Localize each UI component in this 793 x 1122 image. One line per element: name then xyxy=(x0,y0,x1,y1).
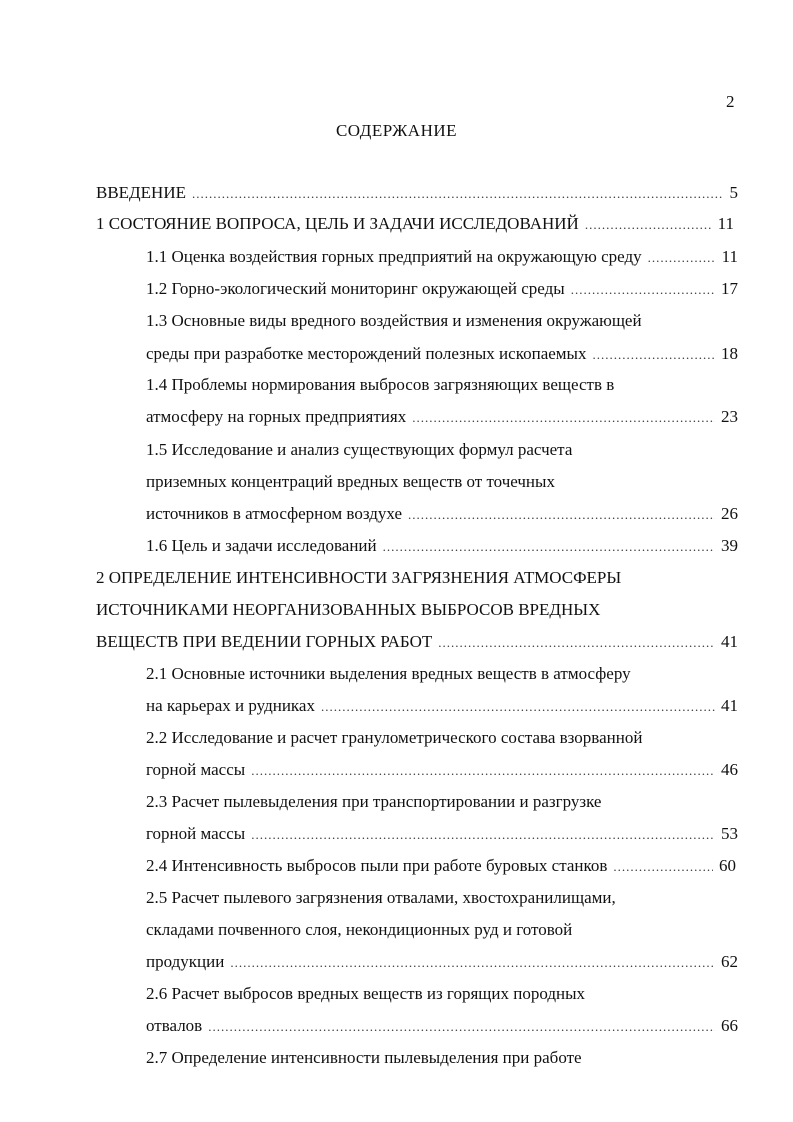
page-title: СОДЕРЖАНИЕ xyxy=(335,121,458,140)
toc-entry-text: отвалов xyxy=(146,1016,203,1035)
toc-entry xyxy=(96,600,600,624)
toc-entry-page: 18 xyxy=(721,344,738,363)
toc-entry xyxy=(146,536,738,560)
toc-entry-text: среды при разработке месторождений полезных ископаемых xyxy=(146,344,587,363)
dot-leader xyxy=(648,250,716,266)
toc-entry xyxy=(146,664,631,688)
toc-entry xyxy=(146,792,601,816)
toc-entry xyxy=(146,728,642,752)
toc-entry xyxy=(146,407,738,431)
toc-entry-text: на карьерах и рудниках xyxy=(146,696,315,715)
toc-entry-text: 2.2 Исследование и расчет гранулометрического состава взорванной xyxy=(146,728,643,747)
toc-entry xyxy=(146,984,585,1008)
toc-entry xyxy=(146,856,736,880)
toc-entry xyxy=(146,504,738,528)
toc-entry-text: ИСТОЧНИКАМИ НЕОРГАНИЗОВАННЫХ ВЫБРОСОВ ВРЕДНЫХ xyxy=(96,600,601,619)
toc-entry-page: 41 xyxy=(721,696,738,715)
toc-entry-text: 1.5 Исследование и анализ существующих формул расчета xyxy=(146,440,573,459)
toc-entry-text: продукции xyxy=(146,952,225,971)
toc-entry xyxy=(96,183,738,207)
toc-entry-page: 17 xyxy=(721,279,738,298)
toc-entry-page: 53 xyxy=(721,824,738,843)
toc-entry-text: источников в атмосферном воздухе xyxy=(146,504,403,523)
toc-entry xyxy=(146,279,738,303)
toc-entry-page: 26 xyxy=(721,504,738,523)
toc-entry-text: 1.3 Основные виды вредного воздействия и изменения окружающей xyxy=(146,311,642,330)
toc-entry xyxy=(146,1016,738,1040)
toc-entry xyxy=(96,214,734,238)
toc-entry xyxy=(146,311,642,335)
toc-entry-page: 62 xyxy=(721,952,738,971)
toc-entry-text: 1 СОСТОЯНИЕ ВОПРОСА, ЦЕЛЬ И ЗАДАЧИ ИССЛЕДОВАНИЙ xyxy=(96,214,579,233)
toc-entry xyxy=(146,1048,582,1072)
toc-entry-text: 2.5 Расчет пылевого загрязнения отвалами, хвостохранилищами, xyxy=(146,888,616,907)
toc-entry xyxy=(146,247,738,271)
toc-entry-page: 11 xyxy=(721,247,738,266)
dot-leader xyxy=(592,347,715,363)
toc-entry-text: горной массы xyxy=(146,824,246,843)
toc-entry-page: 11 xyxy=(717,214,734,233)
toc-entry-text: 2 ОПРЕДЕЛЕНИЕ ИНТЕНСИВНОСТИ ЗАГРЯЗНЕНИЯ АТМОСФЕРЫ xyxy=(96,568,622,587)
dot-leader xyxy=(412,410,715,426)
toc-entry-text: ВЕЩЕСТВ ПРИ ВЕДЕНИИ ГОРНЫХ РАБОТ xyxy=(96,632,433,651)
dot-leader xyxy=(230,955,715,971)
toc-entry-text: 1.2 Горно-экологический мониторинг окружающей среды xyxy=(146,279,565,298)
toc-entry xyxy=(146,375,614,399)
toc-entry xyxy=(146,472,555,496)
dot-leader xyxy=(251,827,715,843)
toc-entry-text: атмосферу на горных предприятиях xyxy=(146,407,407,426)
toc-entry-page: 23 xyxy=(721,407,738,426)
dot-leader xyxy=(383,539,715,555)
dot-leader xyxy=(251,763,715,779)
toc-entry-text: 2.6 Расчет выбросов вредных веществ из горящих породных xyxy=(146,984,586,1003)
toc-entry xyxy=(146,440,572,464)
toc-entry xyxy=(146,920,572,944)
toc-entry xyxy=(146,760,738,784)
toc-entry-text: 1.6 Цель и задачи исследований xyxy=(146,536,377,555)
dot-leader xyxy=(585,217,712,233)
toc-entry xyxy=(146,824,738,848)
dot-leader xyxy=(321,699,715,715)
dot-leader xyxy=(208,1019,715,1035)
toc-entry xyxy=(146,696,738,720)
toc-entry xyxy=(146,344,738,368)
toc-entry-page: 66 xyxy=(721,1016,738,1035)
toc-entry-page: 5 xyxy=(729,183,738,202)
toc-entry-page: 41 xyxy=(721,632,738,651)
dot-leader xyxy=(192,186,724,202)
dot-leader xyxy=(613,859,713,875)
dot-leader xyxy=(438,635,715,651)
toc-entry xyxy=(146,888,616,912)
dot-leader xyxy=(571,282,715,298)
toc-entry-text: складами почвенного слоя, некондиционных руд и готовой xyxy=(146,920,573,939)
toc-entry-text: 2.7 Определение интенсивности пылевыделения при работе xyxy=(146,1048,582,1067)
toc-entry-page: 60 xyxy=(719,856,736,875)
toc-entry-text: 1.1 Оценка воздействия горных предприятий на окружающую среду xyxy=(146,247,642,266)
toc-entry-page: 46 xyxy=(721,760,738,779)
toc-entry-page: 39 xyxy=(721,536,738,555)
page-number: 2 xyxy=(726,92,735,111)
toc-entry xyxy=(146,952,738,976)
toc-entry-text: приземных концентраций вредных веществ от точечных xyxy=(146,472,555,491)
toc-entry-text: горной массы xyxy=(146,760,246,779)
toc-entry-text: 2.1 Основные источники выделения вредных веществ в атмосферу xyxy=(146,664,631,683)
toc-entry-text: ВВЕДЕНИЕ xyxy=(96,183,186,202)
dot-leader xyxy=(408,507,715,523)
toc-entry-text: 2.4 Интенсивность выбросов пыли при работе буровых станков xyxy=(146,856,608,875)
toc-entry xyxy=(96,568,621,592)
toc-entry-text: 2.3 Расчет пылевыделения при транспортировании и разгрузке xyxy=(146,792,602,811)
toc-entry-text: 1.4 Проблемы нормирования выбросов загрязняющих веществ в xyxy=(146,375,615,394)
toc-entry xyxy=(96,632,738,656)
